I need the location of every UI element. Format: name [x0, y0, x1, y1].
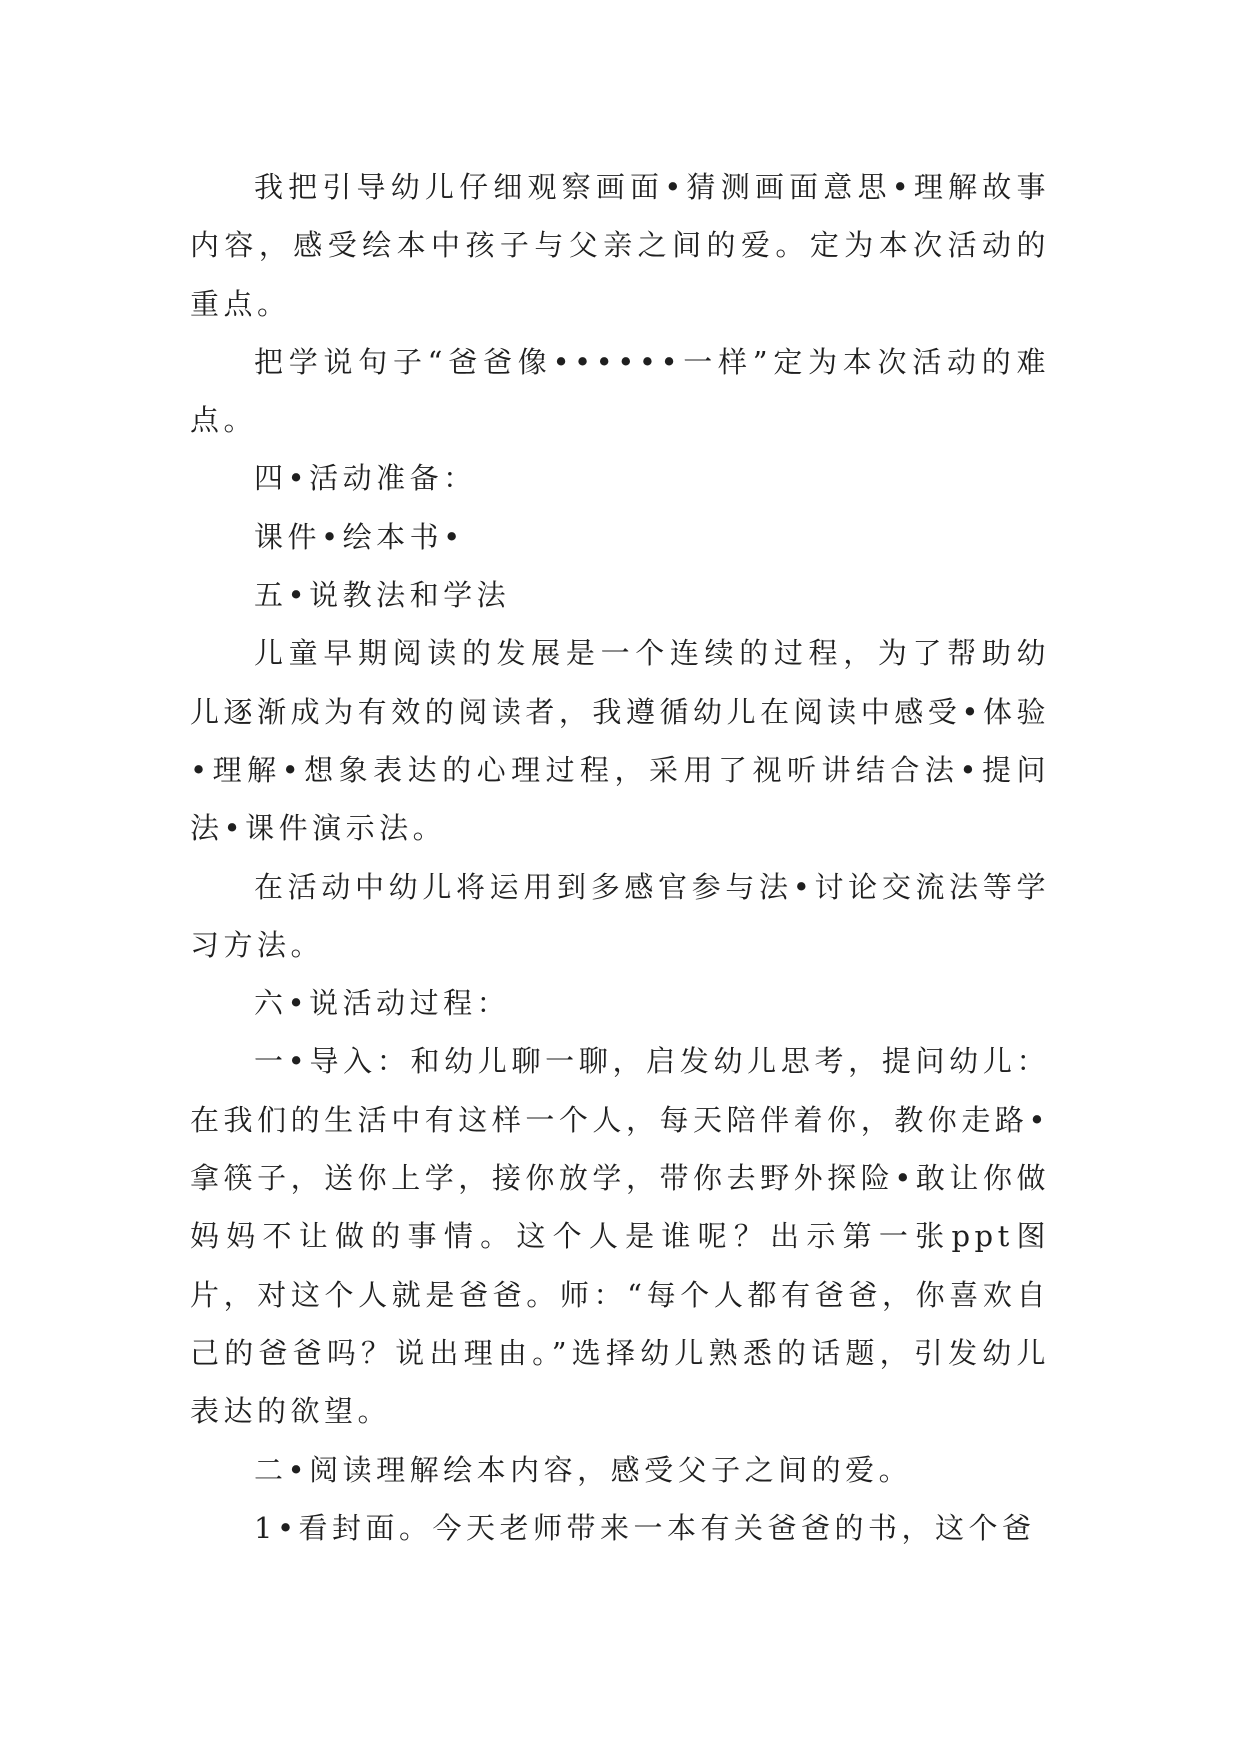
paragraph-cover-step: 1•看封面。今天老师带来一本有关爸爸的书，这个爸 — [254, 1510, 1036, 1545]
paragraph-difficulty: 把学说句子“爸爸像••••••一样”定为本次活动的难点。 — [190, 344, 1050, 438]
paragraph-introduction: 一•导入：和幼儿聊一聊，启发幼儿思考，提问幼儿：在我们的生活中有这样一个人，每天陪伴着你，教你走路•拿筷子，送你上学，接你放学，带你去野外探险•敢让你做妈妈不让做的事情。这个人是谁呢？出示第一张ppt图片，对这个人就是爸爸。师：“每个人都有爸爸，你喜欢自己的爸爸吗？说出理由。”选择幼儿熟悉的话题，引发幼儿表达的欲望。 — [190, 1044, 1050, 1429]
heading-activity-process: 六•说活动过程： — [254, 986, 511, 1021]
paragraph-teaching-methods: 儿童早期阅读的发展是一个连续的过程，为了帮助幼儿逐渐成为有效的阅读者，我遵循幼儿在阅读中感受•体验•理解•想象表达的心理过程，采用了视听讲结合法•提问法•课件演示法。 — [190, 636, 1050, 846]
document-body — [190, 158, 1050, 1557]
paragraph-key-point: 我把引导幼儿仔细观察画面•猜测画面意思•理解故事内容，感受绘本中孩子与父亲之间的爱。定为本次活动的重点。 — [190, 170, 1050, 321]
paragraph-learning-methods: 在活动中幼儿将运用到多感官参与法•讨论交流法等学习方法。 — [190, 869, 1050, 962]
paragraph-reading-section: 二•阅读理解绘本内容，感受父子之间的爱。 — [254, 1452, 913, 1487]
heading-activity-preparation: 四•活动准备： — [254, 461, 477, 496]
heading-teaching-methods: 五•说教法和学法 — [254, 578, 511, 613]
paragraph-materials: 课件•绘本书• — [254, 519, 465, 554]
